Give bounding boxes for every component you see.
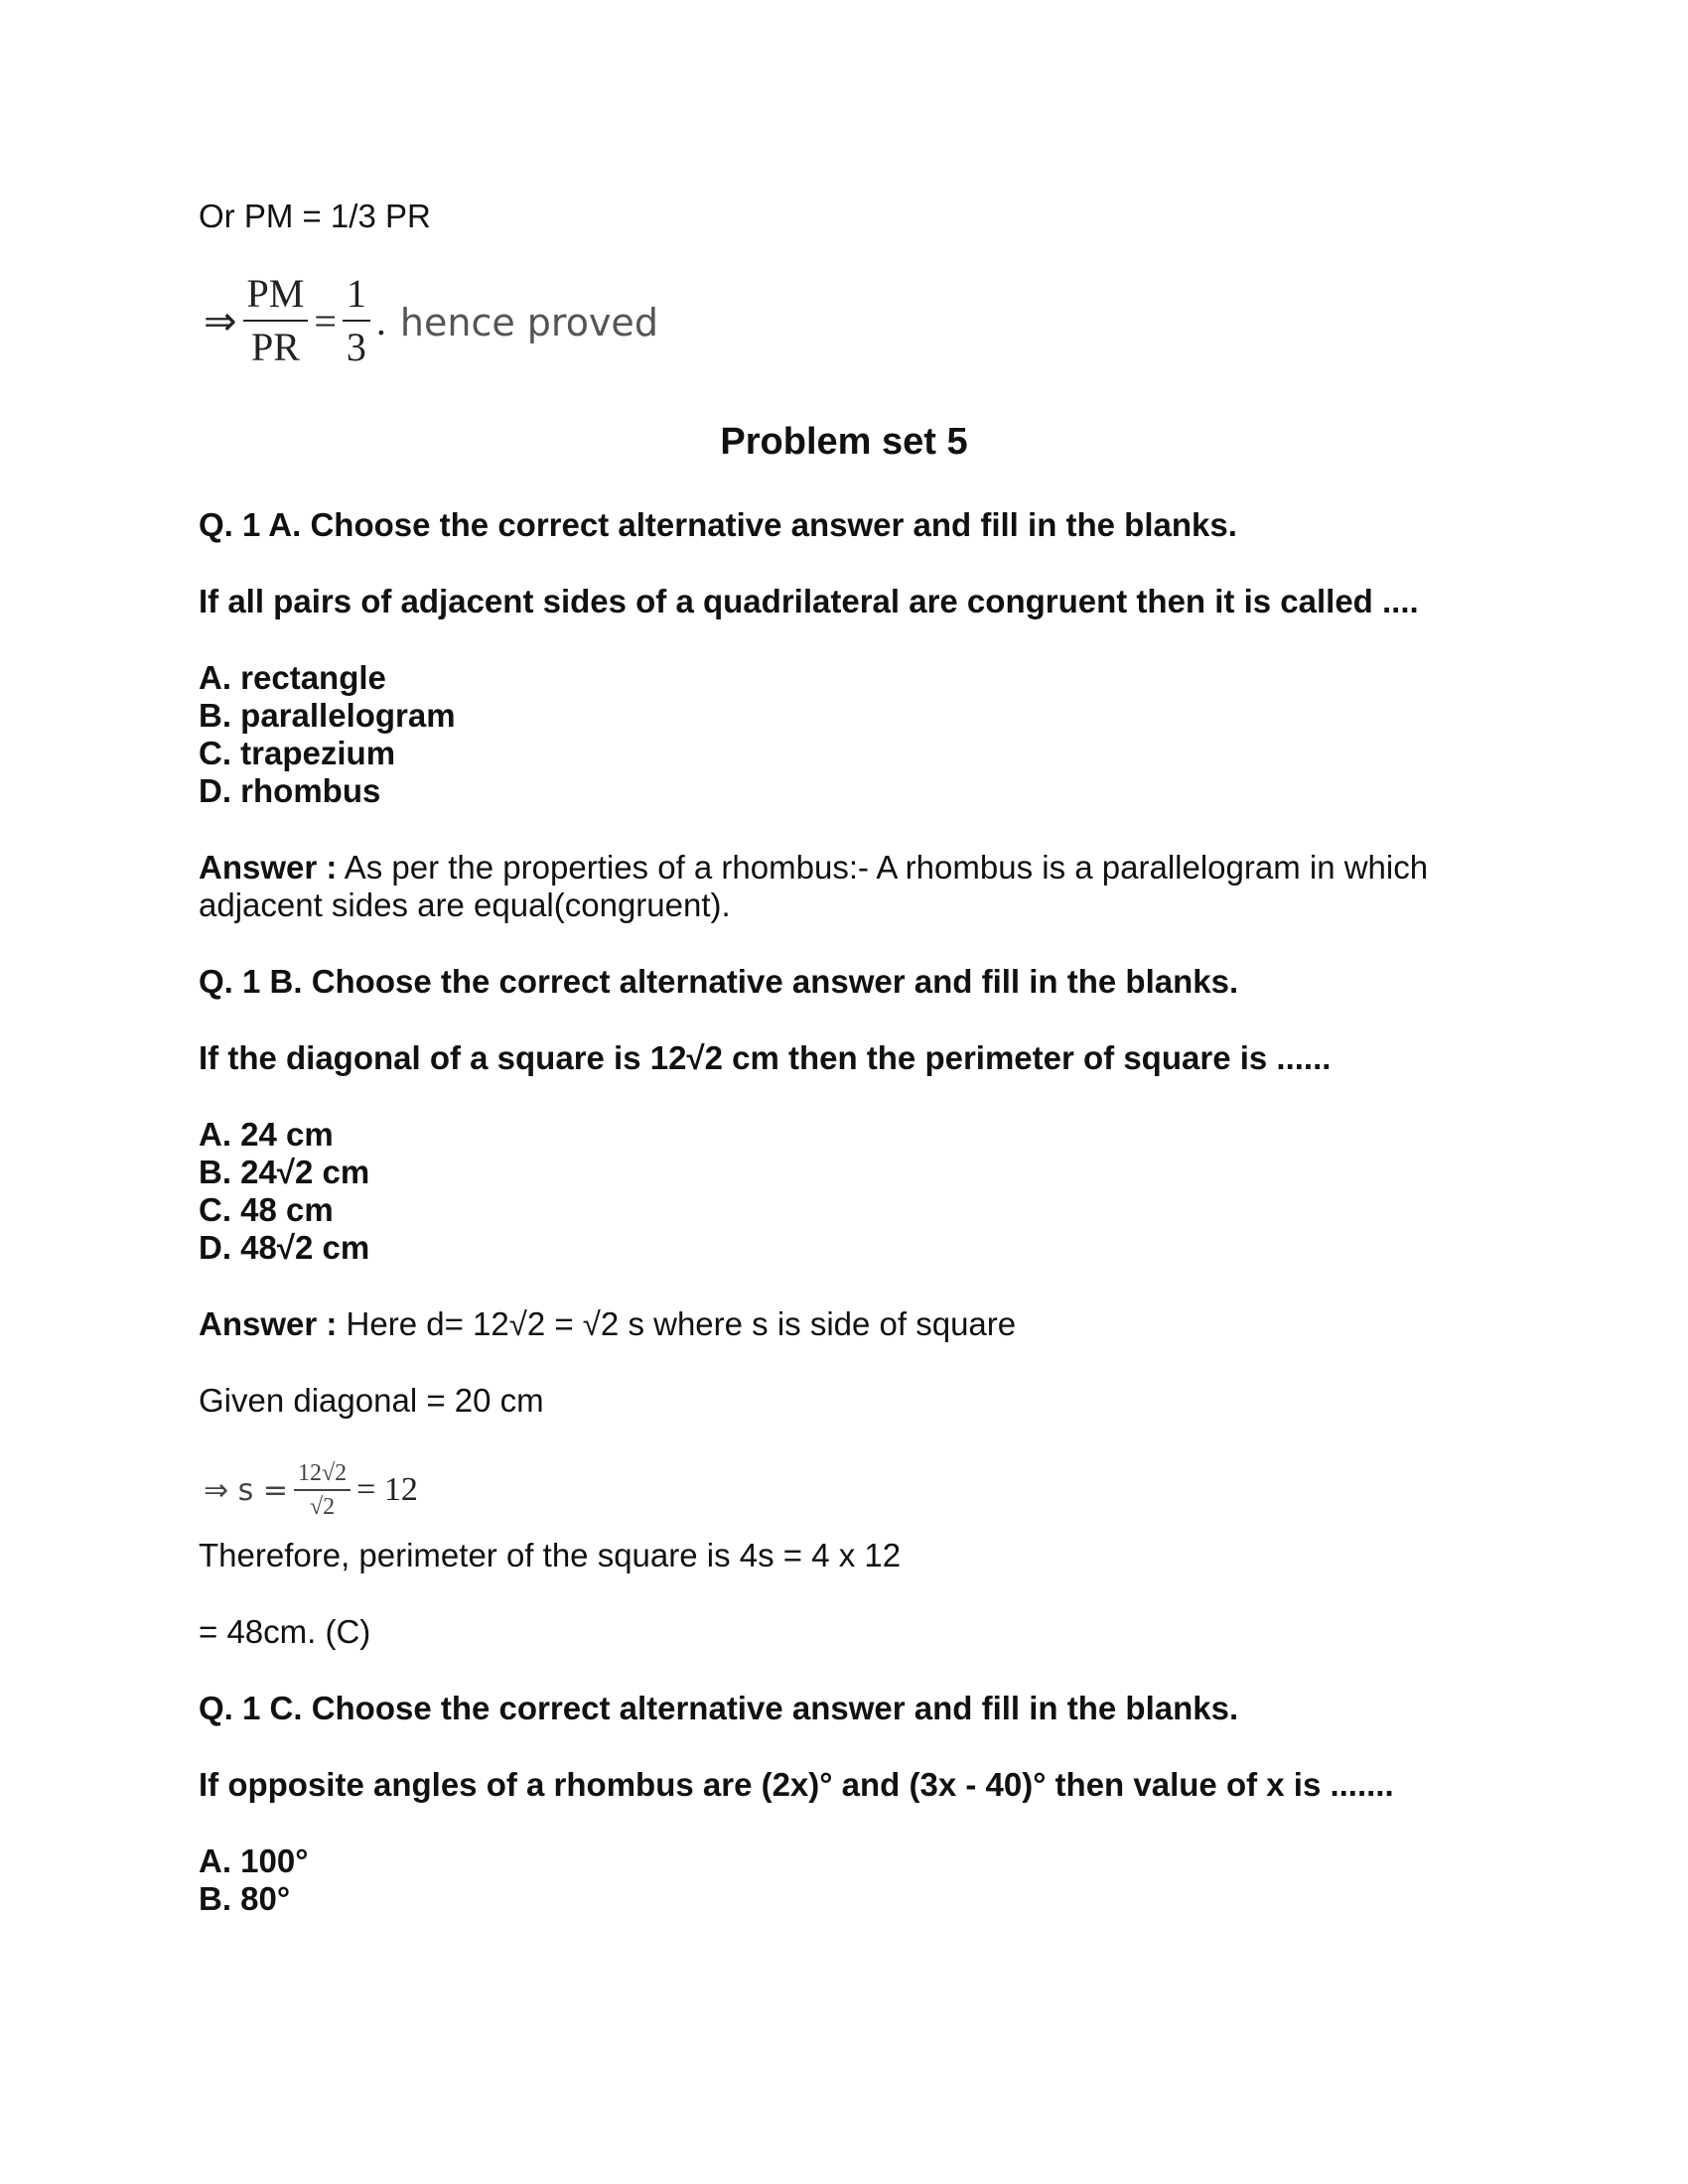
implies-symbol: ⇒ bbox=[204, 298, 237, 343]
period: . bbox=[375, 298, 386, 343]
q1a-option-d: D. rhombus bbox=[199, 772, 381, 809]
hence-proved-text: hence proved bbox=[399, 301, 658, 344]
fraction-denominator: PR bbox=[250, 325, 300, 369]
q1b-option-b: B. 24√2 cm bbox=[199, 1154, 370, 1190]
fraction-numerator: 12√2 bbox=[297, 1460, 348, 1486]
q1c-option-a: A. 100° bbox=[199, 1843, 309, 1879]
one-third-fraction bbox=[343, 268, 370, 373]
formula-rhs: = 12 bbox=[356, 1471, 418, 1508]
q1a-answer bbox=[199, 848, 1428, 887]
q1a-option-b: B. parallelogram bbox=[199, 697, 456, 734]
fraction-denominator: 3 bbox=[346, 325, 366, 369]
answer-label: Answer : bbox=[199, 1305, 338, 1342]
q1c-question: If opposite angles of a rhombus are (2x)° and (3x - 40)° then value of x is ....... bbox=[199, 1766, 1394, 1803]
answer-text: Here d= 12√2 = √2 s where s is side of square bbox=[337, 1305, 1017, 1342]
equals-sign: = bbox=[314, 298, 337, 343]
q1c-heading: Q. 1 C. Choose the correct alternative answer and fill in the blanks. bbox=[199, 1690, 1239, 1726]
q1b-question: If the diagonal of a square is 12√2 cm then the perimeter of square is ...... bbox=[199, 1039, 1332, 1076]
fraction-numerator: PM bbox=[246, 271, 305, 316]
formula-lhs: ⇒ s = bbox=[204, 1472, 288, 1508]
q1b-option-a: A. 24 cm bbox=[199, 1116, 334, 1153]
q1b-heading: Q. 1 B. Choose the correct alternative answer and fill in the blanks. bbox=[199, 963, 1239, 1000]
q1a-question: If all pairs of adjacent sides of a quadrilateral are congruent then it is called .... bbox=[199, 583, 1419, 619]
fraction-numerator: 1 bbox=[346, 271, 366, 316]
side-formula bbox=[204, 1457, 418, 1523]
q1c-option-b: B. 80° bbox=[199, 1880, 291, 1917]
q1a-option-c: C. trapezium bbox=[199, 735, 396, 771]
q1b-option-d: D. 48√2 cm bbox=[199, 1229, 370, 1266]
q1a-heading: Q. 1 A. Choose the correct alternative answer and fill in the blanks. bbox=[199, 506, 1237, 543]
q1b-option-c: C. 48 cm bbox=[199, 1191, 334, 1228]
q1b-perimeter-line: Therefore, perimeter of the square is 4s = 4 x 12 bbox=[199, 1537, 902, 1573]
fraction-denominator: √2 bbox=[309, 1494, 336, 1520]
pm-over-pr-fraction bbox=[243, 268, 309, 373]
proof-fraction-equation bbox=[204, 268, 658, 373]
section-title: Problem set 5 bbox=[720, 421, 968, 463]
q1b-answer bbox=[199, 1304, 1016, 1344]
formula-fraction bbox=[294, 1457, 351, 1523]
answer-label: Answer : bbox=[199, 849, 338, 886]
q1a-option-a: A. rectangle bbox=[199, 659, 386, 696]
q1a-answer-continued: adjacent sides are equal(congruent). bbox=[199, 887, 731, 923]
proof-statement: Or PM = 1/3 PR bbox=[199, 198, 431, 234]
q1b-result: = 48cm. (C) bbox=[199, 1613, 371, 1650]
answer-text: As per the properties of a rhombus:- A rhombus is a parallelogram in which bbox=[337, 849, 1429, 886]
q1b-given: Given diagonal = 20 cm bbox=[199, 1382, 544, 1419]
